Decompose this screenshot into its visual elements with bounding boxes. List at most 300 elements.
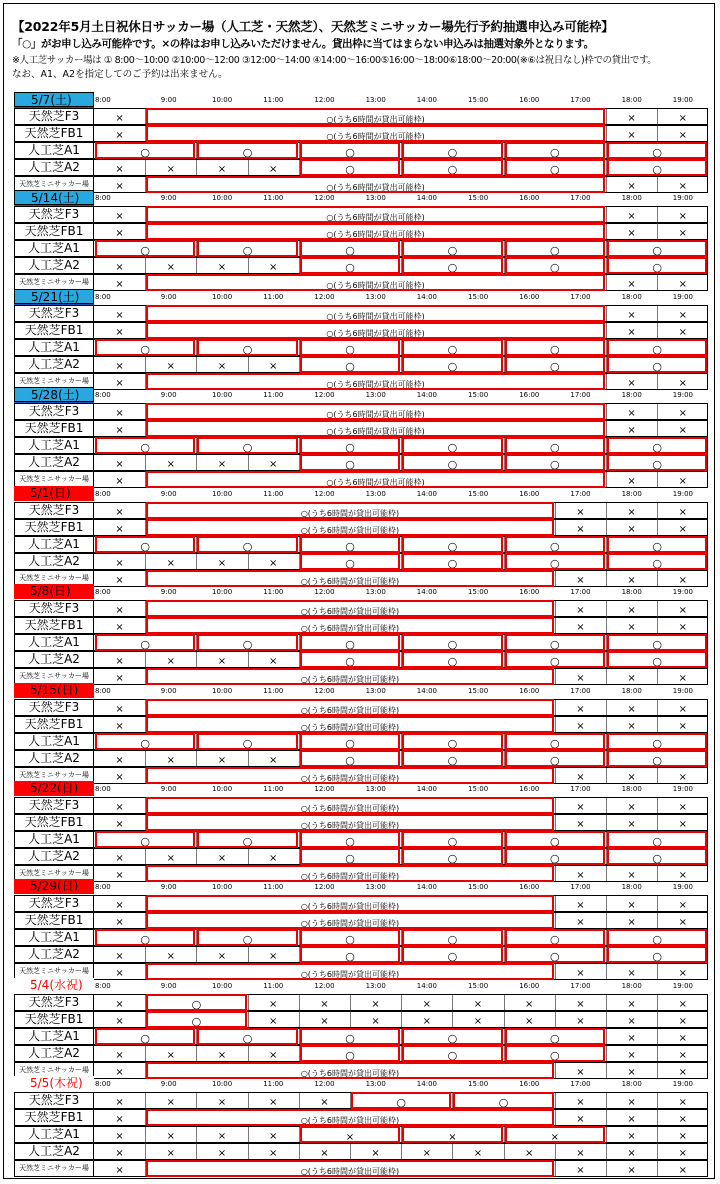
circle-mark: ○ <box>549 950 560 963</box>
unavailable-slot <box>94 912 145 929</box>
time-label: 11:00 <box>263 687 284 695</box>
available-slot[interactable] <box>402 1045 502 1062</box>
circle-mark: ○ <box>140 737 150 750</box>
unavailable-slot <box>555 519 606 536</box>
six-hour-slot[interactable] <box>146 373 605 390</box>
facility-label: 天然芝ミニサッカー場 <box>14 1160 94 1177</box>
available-slot[interactable] <box>607 257 707 274</box>
cross-mark: × <box>115 425 124 436</box>
available-slot[interactable] <box>402 536 502 553</box>
unavailable-slot <box>657 912 708 929</box>
available-slot[interactable] <box>453 1092 553 1109</box>
time-label: 12:00 <box>314 1080 335 1088</box>
circle-mark: ○ <box>652 737 662 750</box>
time-label: 14:00 <box>416 293 437 301</box>
circle-mark: ○ <box>191 1015 202 1028</box>
cross-mark: × <box>115 870 124 881</box>
cross-mark: × <box>166 361 175 372</box>
time-label: 16:00 <box>519 1080 540 1088</box>
six-hour-slot[interactable] <box>146 471 605 488</box>
available-slot[interactable] <box>300 946 400 963</box>
cross-mark: × <box>627 1148 636 1159</box>
available-slot[interactable] <box>300 750 400 767</box>
unavailable-slot <box>248 994 299 1011</box>
unavailable-slot <box>606 206 657 223</box>
cross-mark: × <box>166 1148 175 1159</box>
available-slot[interactable] <box>505 437 605 454</box>
unavailable-slot <box>94 471 145 488</box>
date-label: 5/28(土) <box>14 387 94 402</box>
available-slot[interactable] <box>402 142 502 159</box>
available-slot[interactable] <box>146 1011 246 1028</box>
six-hour-label: ○(うち6時間が貸出可能枠) <box>300 624 400 633</box>
available-slot[interactable] <box>351 1092 451 1109</box>
cross-mark: × <box>627 1033 636 1044</box>
circle-mark: ○ <box>549 540 560 553</box>
time-label: 11:00 <box>263 883 284 891</box>
circle-mark: ○ <box>447 343 458 356</box>
available-slot[interactable] <box>505 553 605 570</box>
facility-label: 人工芝A1 <box>14 240 94 257</box>
circle-mark: ○ <box>140 540 150 553</box>
six-hour-label: ○(うち6時間が貸出可能枠) <box>300 821 400 830</box>
available-slot[interactable] <box>197 240 297 257</box>
cross-mark: × <box>115 279 124 290</box>
available-slot[interactable] <box>197 536 297 553</box>
six-hour-slot[interactable] <box>146 797 554 814</box>
circle-mark: ○ <box>345 163 355 176</box>
circle-mark: ○ <box>345 557 355 570</box>
six-hour-slot[interactable] <box>146 176 605 193</box>
unavailable-slot <box>555 699 606 716</box>
cross-mark: × <box>678 507 687 518</box>
available-slot[interactable] <box>95 1028 195 1045</box>
unavailable-slot <box>657 895 708 912</box>
available-slot[interactable] <box>300 733 400 750</box>
circle-mark: ○ <box>345 360 355 373</box>
cross-mark: × <box>627 721 636 732</box>
cross-mark: × <box>678 1097 687 1108</box>
available-slot[interactable] <box>300 142 400 159</box>
six-hour-label: ○(うち6時間が貸出可能枠) <box>300 509 400 518</box>
available-slot[interactable] <box>197 142 297 159</box>
available-slot[interactable] <box>300 848 400 865</box>
available-slot[interactable] <box>300 651 400 668</box>
available-slot[interactable] <box>607 437 707 454</box>
time-label: 17:00 <box>570 96 591 104</box>
unavailable-slot <box>606 912 657 929</box>
available-slot[interactable] <box>505 240 605 257</box>
six-hour-label: ○(うち6時間が貸出可能枠) <box>300 1069 400 1078</box>
available-slot[interactable] <box>95 634 195 651</box>
time-label: 16:00 <box>519 391 540 399</box>
unavailable-slot <box>94 668 145 685</box>
circle-mark: ○ <box>345 933 355 946</box>
circle-mark: ○ <box>447 261 458 274</box>
unavailable-slot <box>657 699 708 716</box>
available-slot[interactable] <box>607 848 707 865</box>
cross-mark: × <box>627 378 636 389</box>
available-slot[interactable] <box>146 994 246 1011</box>
available-slot[interactable] <box>300 339 400 356</box>
cross-mark: × <box>166 755 175 766</box>
available-slot[interactable] <box>300 929 400 946</box>
cross-mark: × <box>627 181 636 192</box>
time-label: 8:00 <box>95 982 111 990</box>
cross-mark: × <box>268 755 278 766</box>
six-hour-slot[interactable] <box>146 206 605 223</box>
time-label: 13:00 <box>365 982 386 990</box>
six-hour-slot[interactable] <box>146 1109 554 1126</box>
cross-mark: × <box>678 575 687 586</box>
available-slot[interactable] <box>300 634 400 651</box>
six-hour-label: ○(うち6時間が貸出可能枠) <box>300 723 400 732</box>
facility-label: 天然芝F3 <box>14 994 94 1011</box>
unavailable-slot <box>145 1092 196 1109</box>
available-slot[interactable] <box>505 356 605 373</box>
six-hour-slot[interactable] <box>146 223 605 240</box>
circle-mark: ○ <box>140 933 150 946</box>
available-slot[interactable] <box>505 831 605 848</box>
available-slot[interactable] <box>607 831 707 848</box>
unavailable-slot <box>248 848 299 865</box>
time-label: 11:00 <box>263 1080 284 1088</box>
available-slot[interactable] <box>300 1028 400 1045</box>
time-label: 12:00 <box>314 391 335 399</box>
available-slot[interactable] <box>402 634 502 651</box>
available-slot[interactable] <box>300 536 400 553</box>
available-slot[interactable] <box>607 946 707 963</box>
available-slot[interactable] <box>505 1028 605 1045</box>
cross-mark: × <box>217 1148 227 1159</box>
cross-mark: × <box>627 870 636 881</box>
unavailable-slot <box>94 403 145 420</box>
unavailable-slot <box>606 223 657 240</box>
available-slot[interactable] <box>607 356 707 373</box>
available-slot[interactable] <box>505 257 605 274</box>
six-hour-slot[interactable] <box>146 420 605 437</box>
available-slot[interactable] <box>95 339 195 356</box>
available-slot[interactable] <box>197 929 297 946</box>
available-slot[interactable] <box>607 159 707 176</box>
time-label: 9:00 <box>160 194 177 202</box>
six-hour-slot[interactable] <box>146 668 554 685</box>
available-slot[interactable] <box>402 946 502 963</box>
cross-mark: × <box>115 1148 124 1159</box>
time-label: 14:00 <box>416 982 437 990</box>
time-label: 9:00 <box>160 391 177 399</box>
unavailable-slot <box>196 257 247 274</box>
cross-mark: × <box>268 459 278 470</box>
available-slot[interactable] <box>505 929 605 946</box>
available-slot[interactable] <box>402 454 502 471</box>
available-slot[interactable] <box>505 454 605 471</box>
unavailable-slot <box>350 1011 401 1028</box>
circle-mark: ○ <box>652 933 662 946</box>
available-slot[interactable] <box>505 159 605 176</box>
six-hour-slot[interactable] <box>146 865 554 882</box>
available-slot[interactable] <box>505 651 605 668</box>
available-slot[interactable] <box>300 1045 400 1062</box>
cross-mark: × <box>678 228 687 239</box>
cross-mark: × <box>576 1016 585 1027</box>
available-slot[interactable] <box>300 159 400 176</box>
available-slot[interactable] <box>607 750 707 767</box>
unavailable-slot <box>94 305 145 322</box>
unavailable-slot <box>94 814 145 831</box>
available-slot[interactable] <box>197 437 297 454</box>
available-slot[interactable] <box>197 831 297 848</box>
cross-mark: × <box>627 772 636 783</box>
cross-mark: × <box>217 656 227 667</box>
cross-mark: × <box>115 772 124 783</box>
six-hour-slot[interactable] <box>146 125 605 142</box>
available-slot[interactable] <box>607 553 707 570</box>
available-slot[interactable] <box>300 257 400 274</box>
available-slot[interactable] <box>402 339 502 356</box>
six-hour-slot[interactable] <box>146 502 554 519</box>
cross-mark: × <box>268 951 278 962</box>
available-slot[interactable] <box>402 553 502 570</box>
available-slot[interactable] <box>402 437 502 454</box>
time-label: 10:00 <box>212 1080 233 1088</box>
six-hour-slot[interactable] <box>146 274 605 291</box>
date-label: 5/14(土) <box>14 190 94 205</box>
available-slot[interactable] <box>607 651 707 668</box>
cross-mark: × <box>550 1132 559 1143</box>
available-slot[interactable] <box>607 536 707 553</box>
six-hour-slot[interactable] <box>146 895 554 912</box>
unavailable-slot <box>555 1160 606 1177</box>
available-slot[interactable] <box>95 437 195 454</box>
six-hour-slot[interactable] <box>146 716 554 733</box>
unavailable-slot <box>657 1045 708 1062</box>
six-hour-slot[interactable] <box>146 912 554 929</box>
cross-mark: × <box>115 211 124 222</box>
available-slot[interactable] <box>300 831 400 848</box>
unavailable-slot <box>248 1092 299 1109</box>
facility-label: 天然芝FB1 <box>14 420 94 437</box>
cross-mark: × <box>678 721 687 732</box>
available-slot[interactable] <box>95 536 195 553</box>
available-slot[interactable] <box>505 946 605 963</box>
unavailable-slot <box>606 668 657 685</box>
time-label: 8:00 <box>95 490 111 498</box>
six-hour-slot[interactable] <box>146 570 554 587</box>
available-slot[interactable] <box>95 142 195 159</box>
available-slot[interactable] <box>402 733 502 750</box>
available-slot[interactable] <box>505 536 605 553</box>
cross-mark: × <box>627 605 636 616</box>
time-label: 11:00 <box>263 293 284 301</box>
cross-mark: × <box>678 1131 687 1142</box>
date-label: 5/1(日) <box>14 486 94 501</box>
cross-mark: × <box>115 378 124 389</box>
unavailable-slot <box>196 1126 247 1143</box>
facility-label: 天然芝ミニサッカー場 <box>14 471 94 488</box>
circle-mark: ○ <box>652 458 662 471</box>
unavailable-slot <box>248 454 299 471</box>
available-slot[interactable] <box>197 733 297 750</box>
unavailable-slot <box>94 1109 145 1126</box>
six-hour-slot[interactable] <box>146 108 605 125</box>
unavailable-slot <box>657 865 708 882</box>
time-label: 10:00 <box>212 883 233 891</box>
time-label: 8:00 <box>95 96 111 104</box>
unavailable-slot <box>606 502 657 519</box>
cross-mark: × <box>115 704 124 715</box>
available-slot[interactable] <box>607 634 707 651</box>
available-slot[interactable] <box>607 929 707 946</box>
cross-mark: × <box>627 408 636 419</box>
available-slot[interactable] <box>300 553 400 570</box>
circle-mark: ○ <box>652 261 662 274</box>
unavailable-slot <box>606 1028 657 1045</box>
unavailable-slot <box>555 668 606 685</box>
six-hour-label: ○(うち6時間が貸出可能枠) <box>300 902 400 911</box>
unavailable-slot <box>248 257 299 274</box>
available-slot[interactable] <box>607 240 707 257</box>
six-hour-slot[interactable] <box>146 1160 554 1177</box>
available-slot[interactable] <box>300 240 400 257</box>
cross-mark: × <box>627 1016 636 1027</box>
unavailable-slot <box>145 946 196 963</box>
six-hour-slot[interactable] <box>146 519 554 536</box>
circle-mark: ○ <box>652 655 662 668</box>
six-hour-slot[interactable] <box>146 814 554 831</box>
unavailable-slot <box>196 1143 247 1160</box>
six-hour-slot[interactable] <box>146 617 554 634</box>
cross-mark: × <box>473 1016 483 1027</box>
unavailable-slot <box>94 1045 145 1062</box>
available-slot[interactable] <box>300 356 400 373</box>
available-slot[interactable] <box>300 454 400 471</box>
unavailable-slot <box>401 994 452 1011</box>
available-slot[interactable] <box>402 257 502 274</box>
available-slot[interactable] <box>607 733 707 750</box>
notice-availability: 「○」がお申し込み可能枠です。×の枠はお申し込みいただけません。貸出枠に当てはまらない申込みは抽選対象外となります。 <box>12 38 594 50</box>
available-slot[interactable] <box>505 733 605 750</box>
six-hour-slot[interactable] <box>146 600 554 617</box>
unavailable-slot <box>606 570 657 587</box>
circle-mark: ○ <box>345 638 355 651</box>
time-label: 15:00 <box>468 293 489 301</box>
cross-mark: × <box>166 1097 175 1108</box>
available-slot[interactable] <box>300 437 400 454</box>
available-slot[interactable] <box>402 356 502 373</box>
available-slot[interactable] <box>505 634 605 651</box>
cross-mark: × <box>115 524 124 535</box>
available-slot[interactable] <box>402 750 502 767</box>
available-slot[interactable] <box>197 1028 297 1045</box>
available-slot[interactable] <box>402 1028 502 1045</box>
cross-mark: × <box>217 755 227 766</box>
available-slot[interactable] <box>95 733 195 750</box>
available-slot[interactable] <box>402 240 502 257</box>
unavailable-slot <box>145 159 196 176</box>
time-label: 12:00 <box>314 982 335 990</box>
available-slot[interactable] <box>402 159 502 176</box>
cross-mark: × <box>217 558 227 569</box>
circle-mark: ○ <box>549 655 560 668</box>
unavailable-slot <box>94 848 145 865</box>
cross-mark: × <box>422 1148 431 1159</box>
available-slot[interactable] <box>402 831 502 848</box>
circle-mark: ○ <box>549 638 560 651</box>
available-slot[interactable] <box>197 339 297 356</box>
cross-mark: × <box>678 968 687 979</box>
available-slot[interactable] <box>505 848 605 865</box>
cross-mark: × <box>576 1097 585 1108</box>
available-slot[interactable] <box>607 454 707 471</box>
six-hour-slot[interactable] <box>146 305 605 322</box>
available-slot[interactable] <box>95 831 195 848</box>
unavailable-slot <box>606 600 657 617</box>
time-label: 8:00 <box>95 293 111 301</box>
facility-label: 人工芝A2 <box>14 750 94 767</box>
available-slot[interactable] <box>505 750 605 767</box>
six-hour-slot[interactable] <box>146 403 605 420</box>
cross-mark: × <box>678 900 687 911</box>
six-hour-slot[interactable] <box>146 767 554 784</box>
available-slot[interactable] <box>197 634 297 651</box>
available-slot[interactable] <box>402 929 502 946</box>
six-hour-slot[interactable] <box>146 1062 554 1079</box>
facility-label: 人工芝A1 <box>14 733 94 750</box>
cross-mark: × <box>678 408 687 419</box>
available-slot[interactable] <box>95 929 195 946</box>
unavailable-slot <box>657 767 708 784</box>
six-hour-slot[interactable] <box>146 699 554 716</box>
six-hour-slot[interactable] <box>146 963 554 980</box>
unavailable-slot <box>94 750 145 767</box>
cross-mark: × <box>627 211 636 222</box>
unavailable-slot <box>657 305 708 322</box>
circle-mark: ○ <box>447 540 458 553</box>
available-slot[interactable] <box>402 848 502 865</box>
time-label: 18:00 <box>621 982 642 990</box>
available-slot[interactable] <box>505 1045 605 1062</box>
available-slot[interactable] <box>505 339 605 356</box>
cross-mark: × <box>678 1114 687 1125</box>
available-slot[interactable] <box>607 339 707 356</box>
available-slot[interactable] <box>505 142 605 159</box>
circle-mark: ○ <box>652 557 662 570</box>
facility-label: 天然芝FB1 <box>14 814 94 831</box>
unavailable-slot <box>94 895 145 912</box>
notice-a1a2: なお、A1、A2を指定してのご予約は出来ません。 <box>12 69 228 80</box>
cross-mark: × <box>166 656 175 667</box>
available-slot[interactable] <box>95 240 195 257</box>
time-label: 11:00 <box>263 391 284 399</box>
available-slot[interactable] <box>402 651 502 668</box>
cross-mark: × <box>115 951 124 962</box>
unavailable-slot <box>555 912 606 929</box>
circle-mark: ○ <box>549 557 560 570</box>
circle-mark: ○ <box>447 933 458 946</box>
unavailable-slot <box>94 1126 145 1143</box>
unavailable-slot <box>657 206 708 223</box>
cross-mark: × <box>115 968 124 979</box>
available-slot[interactable] <box>607 142 707 159</box>
circle-mark: ○ <box>345 441 355 454</box>
six-hour-slot[interactable] <box>146 322 605 339</box>
unavailable-slot <box>555 814 606 831</box>
six-hour-label: ○(うち6時間が貸出可能枠) <box>300 872 400 881</box>
cross-mark: × <box>115 1131 124 1142</box>
cross-mark: × <box>576 1165 585 1176</box>
cross-mark: × <box>576 605 585 616</box>
